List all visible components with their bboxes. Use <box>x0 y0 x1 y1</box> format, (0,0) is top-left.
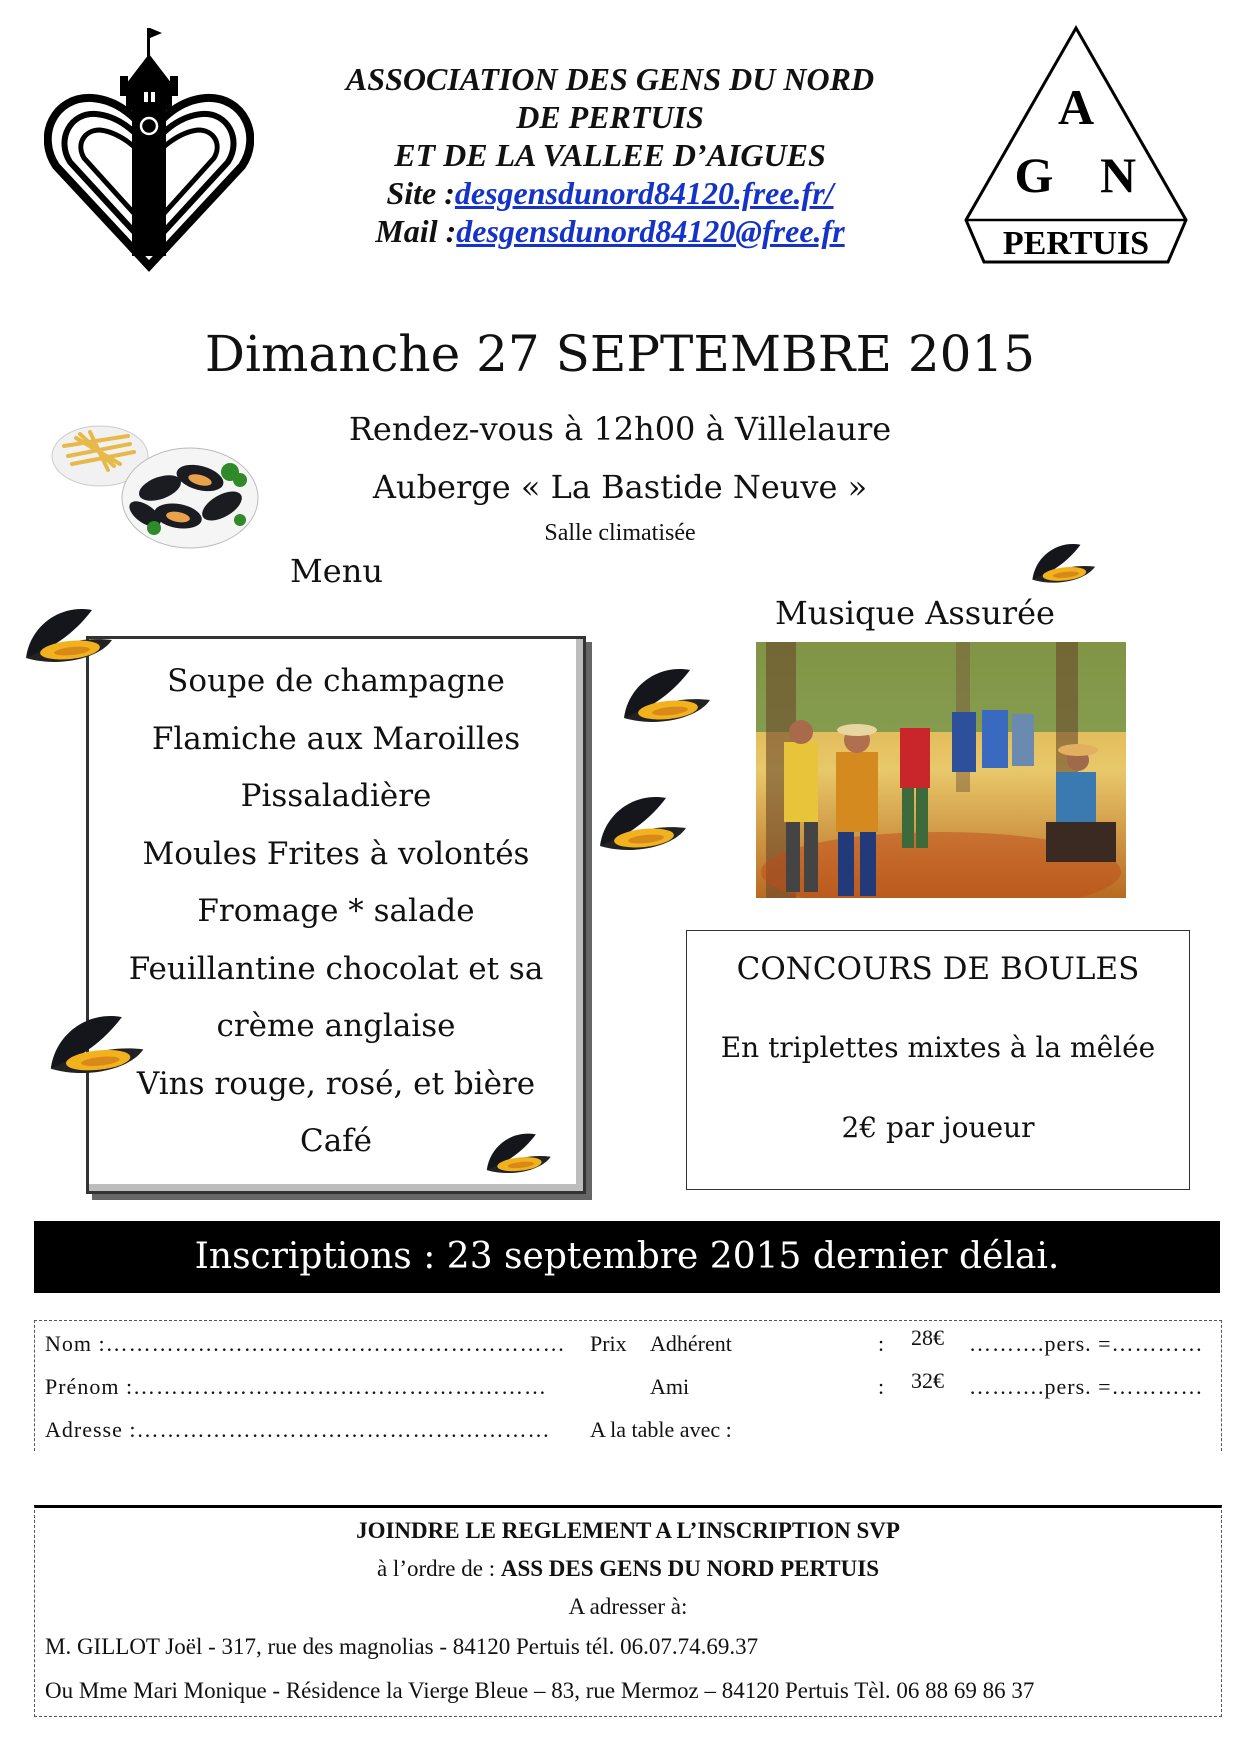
logo-word-pertuis: PERTUIS <box>1002 225 1150 262</box>
menu-item: crème anglaise <box>216 1008 456 1044</box>
menu-item: Fromage * salade <box>197 893 475 929</box>
site-row <box>300 174 920 212</box>
mail-label: Mail : <box>375 213 457 249</box>
mussel-icon <box>20 596 116 674</box>
boules-contest-box <box>686 930 1190 1190</box>
inscriptions-banner: Inscriptions : 23 septembre 2015 dernier délai. <box>34 1221 1220 1293</box>
boules-price: 2€ par joueur <box>841 1111 1035 1144</box>
event-place: Auberge « La Bastide Neuve » <box>372 468 868 506</box>
header-line-3: ET DE LA VALLEE D’AIGUES <box>394 137 826 173</box>
ami-label: Ami <box>650 1374 690 1399</box>
table-label[interactable]: A la table avec : <box>590 1417 732 1442</box>
association-header <box>300 60 920 250</box>
menu-item: Café <box>299 1123 373 1159</box>
event-date: Dimanche 27 SEPTEMBRE 2015 <box>204 325 1036 383</box>
prenom-field[interactable]: Prénom :……………………………………………… <box>45 1374 548 1399</box>
site-label: Site : <box>386 175 455 211</box>
agn-triangle-logo <box>958 22 1194 278</box>
payment-title: JOINDRE LE REGLEMENT A L’INSCRIPTION SVP <box>356 1518 900 1543</box>
order-prefix: à l’ordre de : <box>376 1556 501 1581</box>
music-title: Musique Assurée <box>775 594 1055 632</box>
mail-row <box>300 212 920 250</box>
mussel-icon <box>1028 534 1098 592</box>
price-ami: 32€ <box>911 1368 944 1393</box>
mussel-icon <box>44 1002 148 1086</box>
belfry-heart-logo <box>44 26 254 276</box>
payment-section <box>34 1505 1222 1717</box>
pers-ami-field[interactable]: ……….pers. =………… <box>969 1374 1204 1399</box>
moules-frites-photo <box>50 416 260 556</box>
boules-title: CONCOURS DE BOULES <box>736 951 1140 987</box>
menu-item: Soupe de champagne <box>167 663 505 699</box>
contact-1: M. GILLOT Joël - 317, rue des magnolias - 84120 Pertuis tél. 06.07.74.69.37 <box>45 1634 759 1659</box>
colon-2: : <box>878 1374 885 1399</box>
site-link[interactable]: desgensdunord84120.free.fr/ <box>454 175 834 211</box>
adresse-field[interactable]: Adresse :……………………………………………… <box>45 1417 551 1442</box>
pers-adherent-field[interactable]: ……….pers. =………… <box>969 1331 1204 1356</box>
order-name: ASS DES GENS DU NORD PERTUIS <box>500 1556 880 1581</box>
header-line-2: DE PERTUIS <box>516 99 704 135</box>
mussel-icon <box>594 784 690 862</box>
colon-1: : <box>878 1331 885 1356</box>
menu-item: Flamiche aux Maroilles <box>151 720 521 757</box>
mail-link[interactable]: desgensdunord84120@free.fr <box>456 213 845 249</box>
menu-item: Moules Frites à volontés <box>142 835 530 872</box>
menu-box <box>86 636 586 1194</box>
event-rendezvous: Rendez-vous à 12h00 à Villelaure <box>348 410 892 448</box>
mussel-icon <box>618 656 714 734</box>
boules-mode: En triplettes mixtes à la mêlée <box>720 1031 1156 1064</box>
price-adherent: 28€ <box>911 1325 944 1350</box>
prix-label: Prix <box>590 1331 627 1356</box>
menu-title: Menu <box>290 552 383 590</box>
adherent-label: Adhérent <box>650 1331 732 1356</box>
registration-form <box>34 1320 1222 1451</box>
logo-letter-a: A <box>1057 79 1095 135</box>
menu-item: Pissaladière <box>240 778 432 814</box>
event-room: Salle climatisée <box>544 520 696 546</box>
menu-item: Feuillantine chocolat et sa <box>128 950 544 987</box>
address-to: A adresser à: <box>568 1594 688 1619</box>
menu-item: Vins rouge, rosé, et bière <box>136 1065 536 1102</box>
petanque-painting <box>756 642 1126 898</box>
header-line-1: ASSOCIATION DES GENS DU NORD <box>345 61 875 97</box>
nom-field[interactable]: Nom :…………………………………………………… <box>45 1331 566 1356</box>
mussel-icon <box>482 1124 554 1182</box>
logo-letter-n: N <box>1099 147 1137 203</box>
logo-letter-g: G <box>1014 147 1054 203</box>
contact-2: Ou Mme Mari Monique - Résidence la Vierge Bleue – 83, rue Mermoz – 84120 Pertuis Tèl. 06 88 69 86 37 <box>45 1678 1035 1703</box>
payment-order-row <box>35 1556 1221 1582</box>
menu-list <box>89 653 583 1171</box>
